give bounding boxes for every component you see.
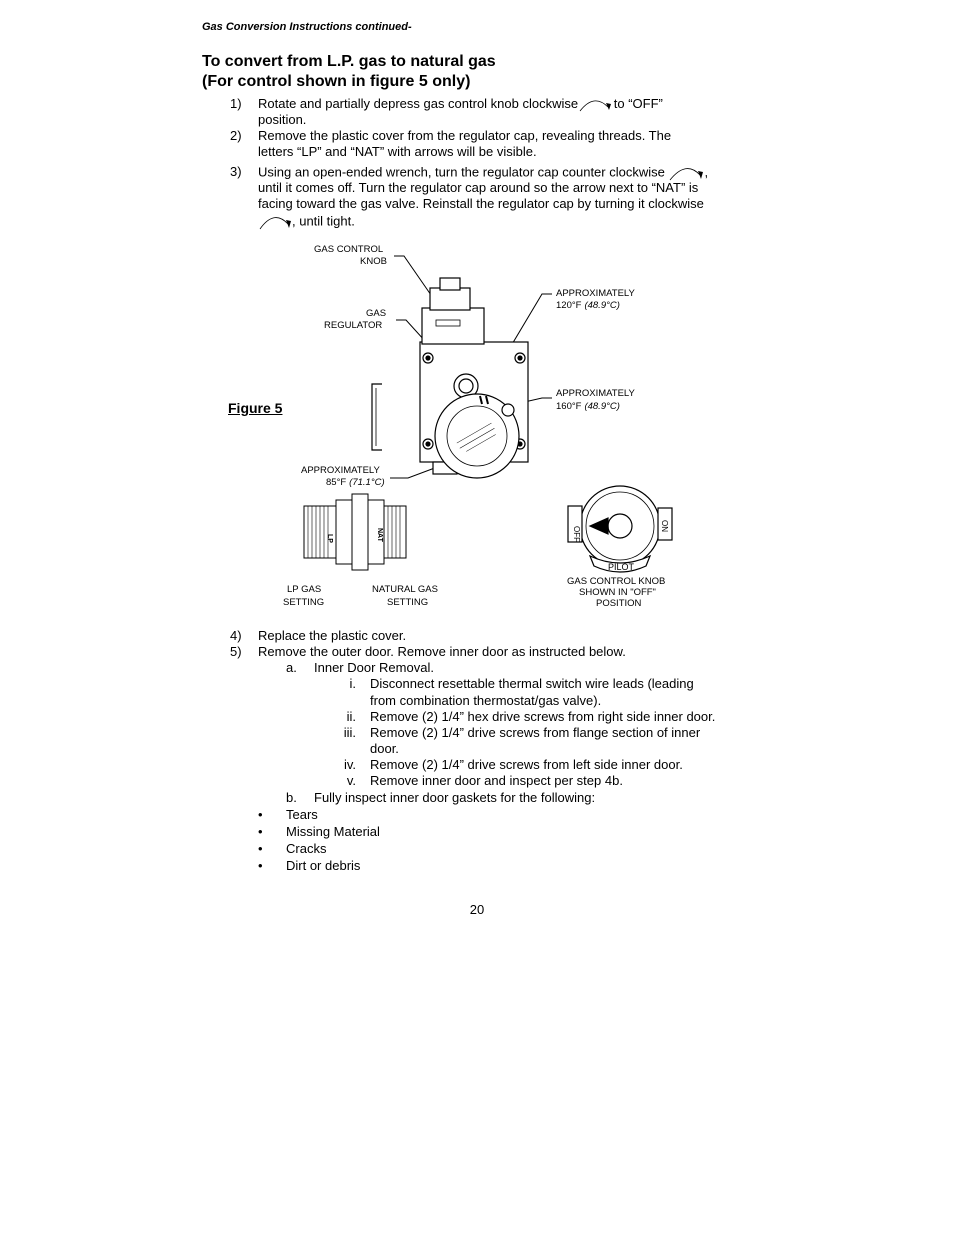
sub-b-label: b. bbox=[286, 790, 297, 805]
bullet-item: Missing Material bbox=[286, 824, 380, 839]
roman-3-line2: door. bbox=[370, 741, 399, 756]
knob-on-text: ON bbox=[660, 520, 669, 532]
label-knob-off-2: SHOWN IN "OFF" bbox=[579, 587, 656, 598]
label-approx-85-temp-c: (71.1°C) bbox=[349, 477, 385, 488]
step-3-line3: facing toward the gas valve. Reinstall the regulator cap by turning it clockwise bbox=[258, 196, 704, 211]
lp-mark: LP bbox=[326, 534, 333, 543]
sub-a-text: Inner Door Removal. bbox=[314, 660, 434, 675]
step-3-line1: Using an open-ended wrench, turn the regulator cap counter clockwise bbox=[258, 164, 665, 180]
step-3-line2: until it comes off. Turn the regulator cap around so the arrow next to “NAT” is bbox=[258, 180, 699, 195]
label-lp-gas-2: SETTING bbox=[283, 597, 325, 608]
regulator-fitting bbox=[304, 494, 406, 570]
step-4-number: 4) bbox=[230, 628, 242, 643]
step-3-number: 3) bbox=[230, 164, 242, 179]
bullet-item: Tears bbox=[286, 807, 318, 822]
label-gas-control-knob-1: GAS CONTROL bbox=[314, 244, 384, 255]
step-2-number: 2) bbox=[230, 128, 242, 143]
label-natural-gas-1: NATURAL GAS bbox=[372, 584, 438, 595]
step-5-text: Remove the outer door. Remove inner door as instructed below. bbox=[258, 644, 626, 659]
gas-valve-body bbox=[372, 278, 528, 478]
knob-pilot-text: PILOT bbox=[608, 562, 635, 572]
section-title-line1: To convert from L.P. gas to natural gas bbox=[202, 53, 496, 70]
label-gas-regulator-1: GAS bbox=[366, 308, 387, 319]
step-3-line4-wrap bbox=[258, 213, 355, 231]
sub-a-label: a. bbox=[286, 660, 297, 675]
label-natural-gas-2: SETTING bbox=[387, 597, 429, 608]
step-4-text: Replace the plastic cover. bbox=[258, 628, 407, 643]
clockwise-arrow-icon bbox=[258, 213, 292, 231]
label-approx-160-1: APPROXIMATELY bbox=[556, 388, 635, 399]
bullet-marker: • bbox=[258, 858, 263, 873]
label-approx-120-temp-f: 120°F bbox=[556, 300, 582, 311]
roman-1-number: i. bbox=[349, 676, 356, 691]
step-1-number: 1) bbox=[230, 96, 242, 111]
figure-caption: Figure 5 bbox=[228, 400, 283, 416]
step-3-line1-end: , bbox=[704, 164, 709, 180]
section-title-line2: (For control shown in figure 5 only) bbox=[202, 73, 471, 90]
step-1-text-b: to “OFF” bbox=[610, 96, 663, 111]
label-approx-120-temp-c: (48.9°C) bbox=[584, 300, 620, 311]
section-title bbox=[202, 52, 496, 92]
bullet-item: Cracks bbox=[286, 841, 327, 856]
roman-5-line1: Remove inner door and inspect per step 4b. bbox=[370, 773, 623, 788]
label-approx-120-2 bbox=[556, 300, 620, 311]
roman-4-number: iv. bbox=[343, 757, 356, 772]
roman-4-line1: Remove (2) 1/4” drive screws from left side inner door. bbox=[370, 757, 683, 772]
page-number: 20 bbox=[469, 902, 485, 917]
running-header: Gas Conversion Instructions continued- bbox=[202, 21, 412, 33]
gas-control-knob bbox=[568, 486, 672, 572]
label-lp-gas-1: LP GAS bbox=[287, 584, 322, 595]
step-2-line1: Remove the plastic cover from the regulator cap, revealing threads. The bbox=[258, 128, 672, 143]
roman-5-number: v. bbox=[346, 773, 356, 788]
knob-off-text: OFF bbox=[572, 526, 581, 542]
bullet-marker: • bbox=[258, 841, 263, 856]
step-3-line4: , until tight. bbox=[292, 213, 355, 229]
step-5-number: 5) bbox=[230, 644, 242, 659]
label-knob-off-3: POSITION bbox=[596, 598, 642, 609]
roman-1-line2: from combination thermostat/gas valve). bbox=[370, 693, 602, 708]
label-approx-120-1: APPROXIMATELY bbox=[556, 288, 635, 299]
gas-control-diagram bbox=[283, 238, 690, 618]
roman-1-line1: Disconnect resettable thermal switch wire leads (leading bbox=[370, 676, 694, 691]
label-approx-160-2 bbox=[556, 401, 620, 412]
step-1-text-a: Rotate and partially depress gas control knob clockwise bbox=[258, 96, 579, 111]
bullet-marker: • bbox=[258, 807, 263, 822]
step-2-line2: letters “LP” and “NAT” with arrows will be visible. bbox=[258, 144, 537, 159]
label-approx-160-temp-f: 160°F bbox=[556, 401, 582, 412]
roman-2-number: ii. bbox=[346, 709, 356, 724]
bullet-marker: • bbox=[258, 824, 263, 839]
clockwise-arrow-icon bbox=[578, 97, 610, 113]
step-1-text-c: position. bbox=[258, 112, 307, 127]
label-gas-control-knob-2: KNOB bbox=[360, 256, 387, 267]
label-approx-85-1: APPROXIMATELY bbox=[301, 465, 380, 476]
nat-mark: NAT bbox=[376, 528, 383, 542]
sub-b-text: Fully inspect inner door gaskets for the following: bbox=[314, 790, 596, 805]
roman-3-number: iii. bbox=[343, 725, 356, 740]
label-approx-160-temp-c: (48.9°C) bbox=[584, 401, 620, 412]
label-approx-85-2 bbox=[326, 477, 385, 488]
label-gas-regulator-2: REGULATOR bbox=[324, 320, 383, 331]
label-approx-85-temp-f: 85°F bbox=[326, 477, 347, 488]
label-knob-off-1: GAS CONTROL KNOB bbox=[567, 576, 666, 587]
bullet-item: Dirt or debris bbox=[286, 858, 361, 873]
roman-3-line1: Remove (2) 1/4” drive screws from flange section of inner bbox=[370, 725, 701, 740]
roman-2-line1: Remove (2) 1/4” hex drive screws from right side inner door. bbox=[370, 709, 716, 724]
step-1-text bbox=[258, 96, 663, 113]
